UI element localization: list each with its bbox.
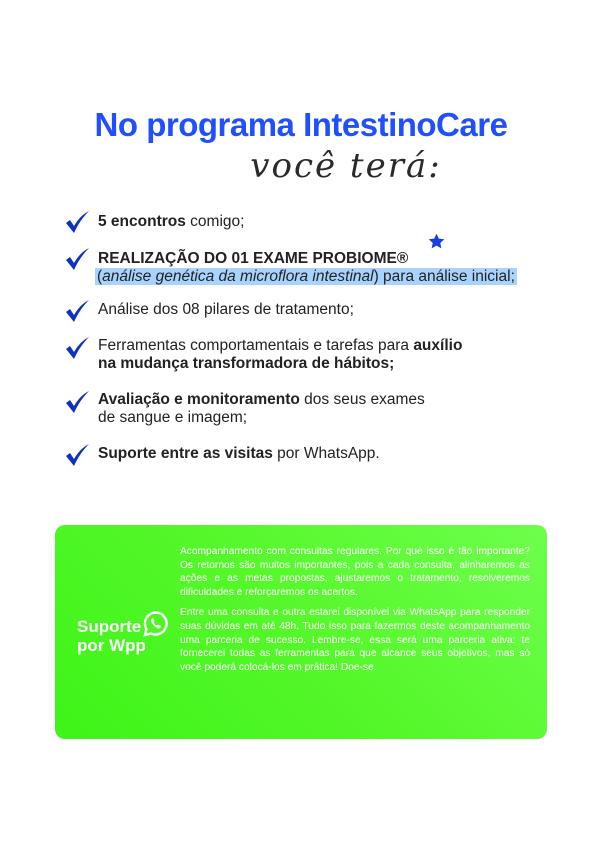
whatsapp-icon: [142, 610, 170, 638]
list-item: Análise dos 08 pilares de tratamento;: [98, 301, 354, 318]
list-item: REALIZAÇÃO DO 01 EXAME PROBIOME® (análise genética da microflora intestinal) para análise inicial;: [97, 250, 515, 285]
highlighted-text: (análise genética da microflora intestinal) para análise inicial;: [97, 268, 515, 285]
list-item: Avaliação e monitoramento dos seus exames de sangue e imagem;: [98, 391, 425, 426]
check-icon: [64, 210, 90, 234]
support-paragraph-2: Entre uma consulta e outra estarei disponível via WhatsApp para responder suas dúvidas em até 48h. Tudo isso para fazermos deste acompanhamento uma parceria de sucesso. Lembre-se, essa será uma parceria ativa: te fornecerei todas as ferramentas para que alcance seus objetivos, mas só você poderá colocá-los em prática! Doe-se.: [180, 607, 530, 673]
support-paragraph-1: Acompanhamento com consultas regulares. Por que isso é tão importante? Os retornos são muitos importantes, pois a cada consulta, alinharemos as ações e as metas propostas, ajustaremos o tratamento, resolveremos dificuldades e reforçaremos os acertos.: [180, 546, 530, 598]
page-subtitle: você terá:: [250, 146, 442, 186]
support-text: [180, 545, 530, 681]
check-icon: [64, 247, 90, 271]
list-item: Suporte entre as visitas por WhatsApp.: [98, 445, 380, 462]
check-icon: [64, 299, 90, 323]
star-icon: [428, 233, 445, 250]
check-icon: [64, 390, 90, 414]
check-icon: [64, 443, 90, 467]
support-label: Suporte por Wpp: [77, 617, 146, 655]
list-item: 5 encontros comigo;: [98, 213, 245, 230]
page-title: No programa IntestinoCare: [94, 106, 508, 143]
support-box: [55, 525, 547, 739]
list-item: Ferramentas comportamentais e tarefas para auxílio na mudança transformadora de hábitos;: [98, 337, 463, 372]
check-icon: [64, 336, 90, 360]
